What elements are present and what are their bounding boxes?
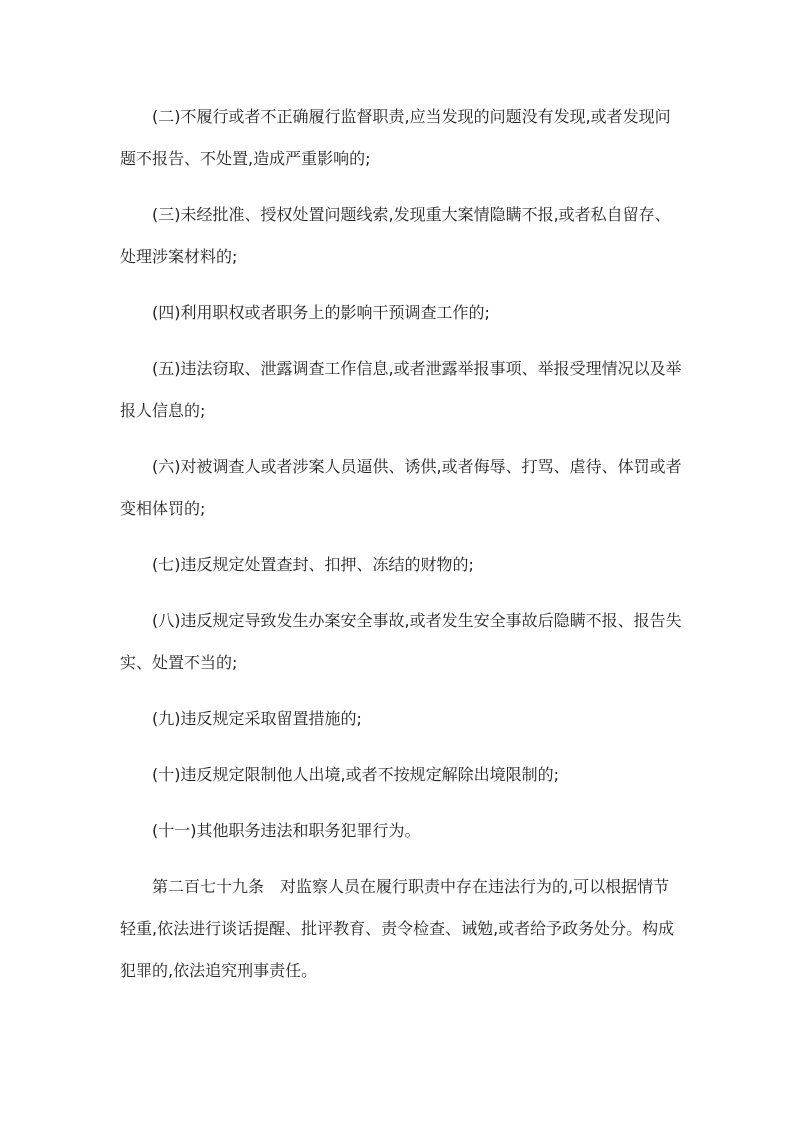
paragraph-line: (九)违反规定采取留置措施的; <box>152 709 362 728</box>
paragraph-line: 处理涉案材料的; <box>120 247 238 266</box>
clause-item-8 <box>120 600 730 684</box>
clause-item-7 <box>120 544 730 586</box>
clause-item-6 <box>120 446 730 530</box>
paragraph-line: 实、处置不当的; <box>120 653 238 672</box>
paragraph-line: (二)不履行或者不正确履行监督职责,应当发现的问题没有发现,或者发现问 <box>152 107 671 126</box>
clause-item-11 <box>120 810 730 852</box>
paragraph-line: 报人信息的; <box>120 401 206 420</box>
clause-item-5 <box>120 348 730 432</box>
paragraph-line: (四)利用职权或者职务上的影响干预调查工作的; <box>152 303 490 322</box>
paragraph-line: (七)违反规定处置查封、扣押、冻结的财物的; <box>152 555 474 574</box>
paragraph-line: 第二百七十九条 对监察人员在履行职责中存在违法行为的,可以根据情节 <box>152 877 670 896</box>
paragraph-line: (十)违反规定限制他人出境,或者不按规定解除出境限制的; <box>152 765 559 784</box>
clause-item-3 <box>120 194 730 278</box>
paragraph-line: 变相体罚的; <box>120 499 206 518</box>
paragraph-line: (六)对被调查人或者涉案人员逼供、诱供,或者侮辱、打骂、虐待、体罚或者 <box>152 457 682 476</box>
document-body <box>120 96 730 1006</box>
paragraph-line: (十一)其他职务违法和职务犯罪行为。 <box>152 821 421 840</box>
paragraph-line: 犯罪的,依法追究刑事责任。 <box>120 961 318 980</box>
clause-item-10 <box>120 754 730 796</box>
clause-item-2 <box>120 96 730 180</box>
clause-item-9 <box>120 698 730 740</box>
paragraph-line: (三)未经批准、授权处置问题线索,发现重大案情隐瞒不报,或者私自留存、 <box>152 205 671 224</box>
paragraph-line: (八)违反规定导致发生办案安全事故,或者发生安全事故后隐瞒不报、报告失 <box>152 611 682 630</box>
article-279 <box>120 866 730 992</box>
paragraph-line: 题不报告、不处置,造成严重影响的; <box>120 149 371 168</box>
paragraph-line: 轻重,依法进行谈话提醒、批评教育、责令检查、诫勉,或者给予政务处分。构成 <box>120 919 675 938</box>
clause-item-4 <box>120 292 730 334</box>
paragraph-line: (五)违法窃取、泄露调查工作信息,或者泄露举报事项、举报受理情况以及举 <box>152 359 682 378</box>
